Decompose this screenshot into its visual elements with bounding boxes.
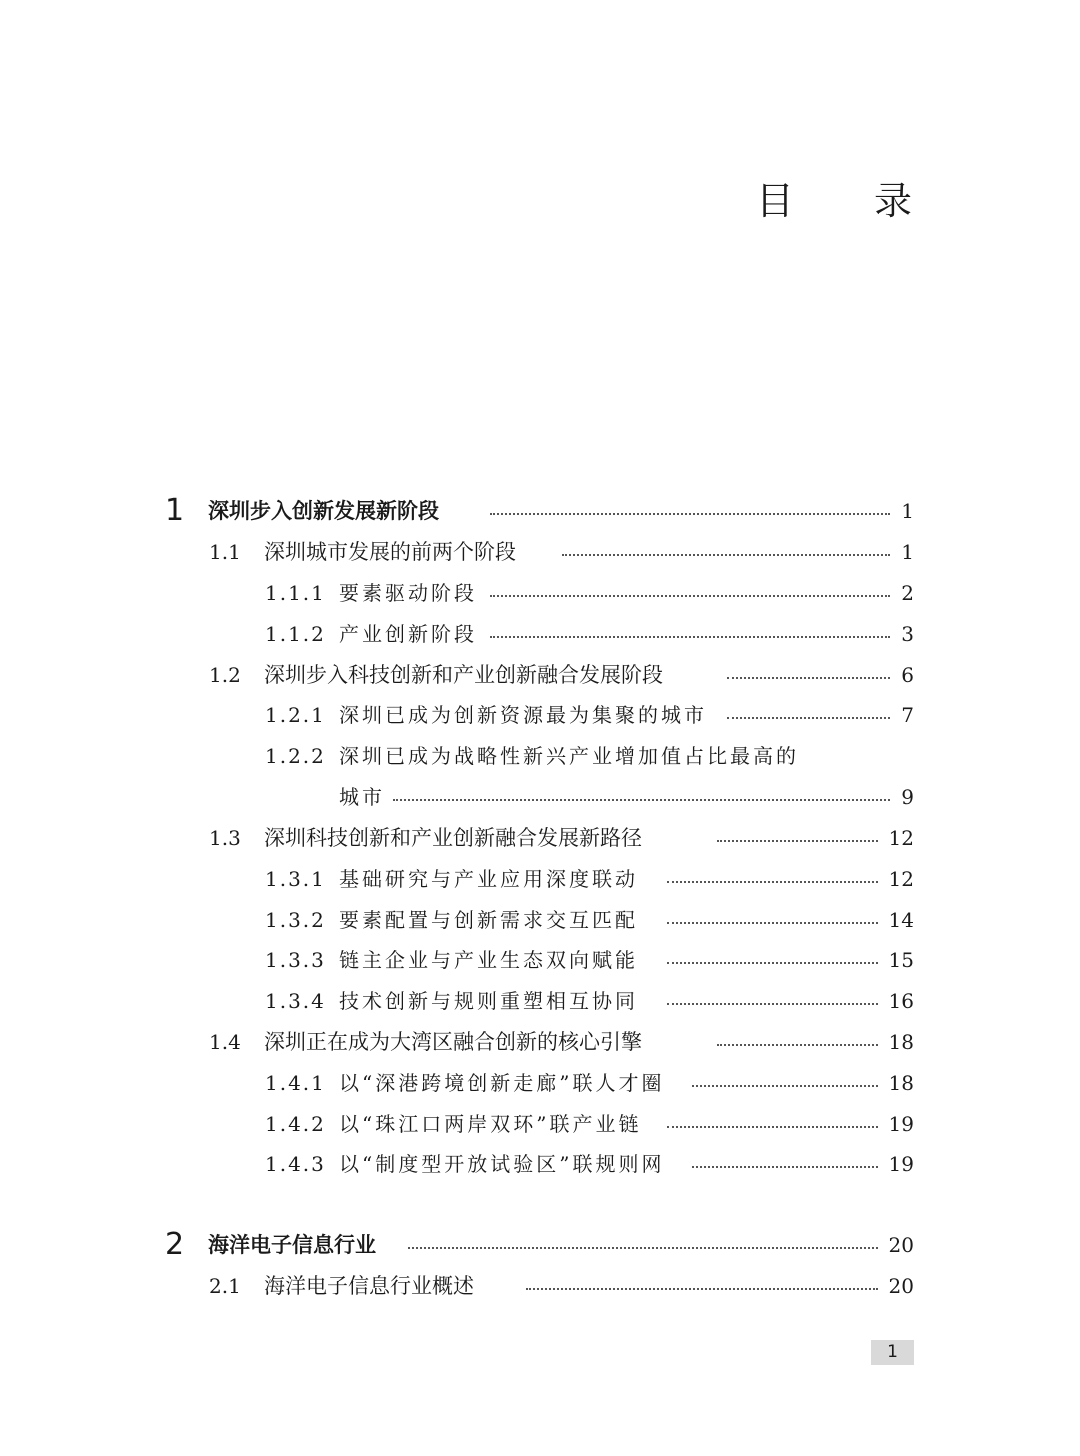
toc-entry[interactable] [0, 1024, 1080, 1060]
toc-entry[interactable] [0, 616, 1080, 652]
toc-dot-leader [667, 1126, 878, 1128]
toc-entry-number: 1.3.3 [265, 948, 326, 972]
toc-dot-leader [692, 1085, 878, 1087]
toc-entry-page: 18 [888, 1030, 914, 1054]
toc-entry-page: 1 [901, 499, 914, 523]
toc-entry[interactable] [0, 1146, 1080, 1182]
toc-entry-page: 3 [901, 622, 914, 646]
toc-entry[interactable] [0, 779, 1080, 815]
toc-entry-number: 2.1 [209, 1274, 241, 1298]
toc-entry-title: 深圳城市发展的前两个阶段 [264, 540, 516, 564]
toc-entry-number: 1.4.3 [265, 1152, 326, 1176]
toc-entry-title: 深圳步入科技创新和产业创新融合发展阶段 [264, 663, 663, 687]
toc-entry-number: 1 [165, 493, 185, 528]
toc-entry[interactable] [0, 1268, 1080, 1304]
toc-entry-page: 1 [901, 540, 914, 564]
toc-entry[interactable] [0, 861, 1080, 897]
toc-entry-title: 海洋电子信息行业概述 [264, 1274, 474, 1298]
toc-dot-leader [490, 636, 890, 638]
toc-entry-number: 1.3.1 [265, 867, 326, 891]
toc-dot-leader [667, 881, 878, 883]
toc-entry-title: 以“深港跨境创新走廊”联人才圈 [339, 1071, 665, 1095]
toc-entry[interactable] [0, 534, 1080, 570]
toc-entry-page: 9 [901, 785, 914, 809]
toc-entry-title: 深圳科技创新和产业创新融合发展新路径 [264, 826, 642, 850]
toc-entry-title: 产业创新阶段 [339, 622, 477, 646]
toc-entry[interactable] [0, 697, 1080, 733]
toc-entry-number: 1.4.2 [265, 1112, 326, 1136]
toc-entry-number: 1.2.1 [265, 703, 326, 727]
toc-entry-title: 链主企业与产业生态双向赋能 [339, 948, 638, 972]
toc-entry[interactable] [0, 942, 1080, 978]
toc-entry-title: 深圳步入创新发展新阶段 [208, 499, 439, 523]
toc-entry[interactable] [0, 1227, 1080, 1263]
toc-entry-page: 15 [888, 948, 914, 972]
toc-entry-title: 基础研究与产业应用深度联动 [339, 867, 638, 891]
toc-dot-leader [667, 922, 878, 924]
toc-entry[interactable] [0, 902, 1080, 938]
toc-entry-page: 19 [888, 1152, 914, 1176]
toc-entry-title: 深圳正在成为大湾区融合创新的核心引擎 [264, 1030, 642, 1054]
toc-entry-title: 以“珠江口两岸双环”联产业链 [339, 1112, 642, 1136]
toc-entry-number: 1.1.2 [265, 622, 326, 646]
toc-entry-title: 深圳已成为创新资源最为集聚的城市 [339, 703, 707, 727]
toc-entry-page: 12 [888, 867, 914, 891]
toc-entry[interactable] [0, 493, 1080, 529]
toc-entry[interactable] [0, 738, 1080, 774]
toc-entry-title: 要素驱动阶段 [339, 581, 477, 605]
toc-entry-number: 1.3.4 [265, 989, 326, 1013]
toc-dot-leader [526, 1288, 878, 1290]
toc-entry-title: 海洋电子信息行业 [208, 1233, 376, 1257]
toc-entry-title: 深圳已成为战略性新兴产业增加值占比最高的 [339, 744, 799, 768]
toc-dot-leader [667, 962, 878, 964]
toc-entry[interactable] [0, 575, 1080, 611]
toc-entry-page: 18 [888, 1071, 914, 1095]
toc-entry-page: 7 [901, 703, 914, 727]
toc-entry-title: 以“制度型开放试验区”联规则网 [339, 1152, 665, 1176]
toc-entry[interactable] [0, 1106, 1080, 1142]
toc-dot-leader [692, 1166, 878, 1168]
toc-entry[interactable] [0, 820, 1080, 856]
toc-entry-page: 14 [888, 908, 914, 932]
toc-entry-number: 1.3.2 [265, 908, 326, 932]
toc-dot-leader [490, 513, 890, 515]
toc-entry-title: 要素配置与创新需求交互匹配 [339, 908, 638, 932]
toc-entry-number: 1.2 [209, 663, 241, 687]
toc-entry[interactable] [0, 1065, 1080, 1101]
toc-entry[interactable] [0, 657, 1080, 693]
toc-dot-leader [717, 840, 878, 842]
toc-entry-number: 1.2.2 [265, 744, 326, 768]
toc-dot-leader [393, 799, 890, 801]
toc-dot-leader [727, 717, 890, 719]
toc-entry-page: 12 [888, 826, 914, 850]
toc-entry-number: 1.4.1 [265, 1071, 326, 1095]
toc-entry-number: 1.3 [209, 826, 241, 850]
toc-entry-number: 2 [165, 1227, 185, 1262]
toc-dot-leader [562, 554, 890, 556]
toc-entry-page: 2 [901, 581, 914, 605]
toc-entry-number: 1.4 [209, 1030, 241, 1054]
toc-dot-leader [490, 595, 890, 597]
toc-entry-page: 20 [888, 1233, 914, 1257]
toc-entry[interactable] [0, 983, 1080, 1019]
toc-dot-leader [717, 1044, 878, 1046]
toc-entry-page: 20 [888, 1274, 914, 1298]
toc-dot-leader [667, 1003, 878, 1005]
toc-entry-page: 16 [888, 989, 914, 1013]
toc-entry-page: 6 [901, 663, 914, 687]
toc-entry-title: 技术创新与规则重塑相互协同 [339, 989, 638, 1013]
toc-entry-number: 1.1 [209, 540, 241, 564]
toc-dot-leader [727, 677, 890, 679]
page-number-badge: 1 [871, 1340, 914, 1365]
page-title: 目 录 [755, 179, 946, 223]
toc-dot-leader [408, 1247, 878, 1249]
toc-entry-number: 1.1.1 [265, 581, 326, 605]
toc-entry-title: 城市 [339, 785, 385, 809]
toc-entry-page: 19 [888, 1112, 914, 1136]
